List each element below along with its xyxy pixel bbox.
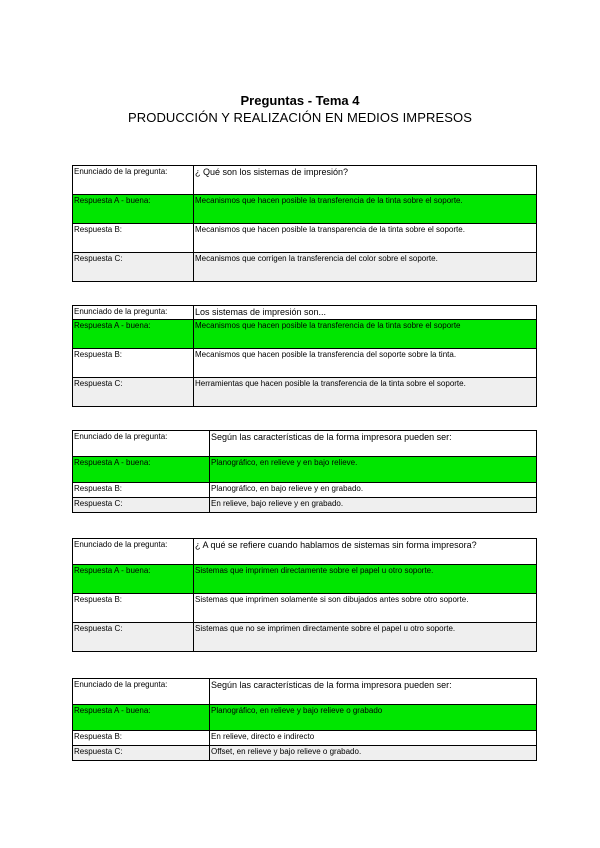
- answer-a-text: Planográfico, en relieve y en bajo relieve.: [210, 457, 537, 483]
- page-subtitle: PRODUCCIÓN Y REALIZACIÓN EN MEDIOS IMPRESOS: [127, 110, 473, 125]
- question-label: Enunciado de la pregunta:: [73, 431, 210, 457]
- question-label: Enunciado de la pregunta:: [73, 539, 194, 565]
- answer-b-label: Respuesta B:: [73, 224, 194, 253]
- answer-a-label: Respuesta A - buena:: [73, 565, 194, 594]
- question-row: [73, 306, 537, 320]
- answer-c-label: Respuesta C:: [73, 746, 210, 761]
- answer-c-text: Offset, en relieve y bajo relieve o grabado.: [210, 746, 537, 761]
- answer-c-row: [73, 746, 537, 761]
- question-table-5: [72, 678, 537, 761]
- answer-b-text: Mecanismos que hacen posible la transparencia de la tinta sobre el soporte.: [194, 224, 537, 253]
- answer-a-label: Respuesta A - buena:: [73, 320, 194, 349]
- question-table-1: [72, 165, 537, 282]
- answer-a-label: Respuesta A - buena:: [73, 195, 194, 224]
- question-text: ¿ A qué se refiere cuando hablamos de sistemas sin forma impresora?: [194, 539, 537, 565]
- answer-a-text: Mecanismos que hacen posible la transferencia de la tinta sobre el soporte: [194, 320, 537, 349]
- question-row: [73, 679, 537, 705]
- answer-c-text: Sistemas que no se imprimen directamente sobre el papel u otro soporte.: [194, 623, 537, 652]
- answer-a-text: Planográfico, en relieve y bajo relieve o grabado: [210, 705, 537, 731]
- question-table-4: [72, 538, 537, 652]
- answer-b-text: Planográfico, en bajo relieve y en grabado.: [210, 483, 537, 498]
- question-row: [73, 166, 537, 195]
- answer-b-row: [73, 483, 537, 498]
- answer-c-row: [73, 623, 537, 652]
- answer-a-row: [73, 320, 537, 349]
- question-row: [73, 539, 537, 565]
- answer-c-row: [73, 253, 537, 282]
- answer-c-text: Herramientas que hacen posible la transferencia de la tinta sobre el soporte.: [194, 378, 537, 407]
- answer-c-text: En relieve, bajo relieve y en grabado.: [210, 498, 537, 513]
- answer-a-row: [73, 457, 537, 483]
- answer-b-text: Mecanismos que hacen posible la transferencia del soporte sobre la tinta.: [194, 349, 537, 378]
- question-table-2: [72, 305, 537, 407]
- answer-a-label: Respuesta A - buena:: [73, 457, 210, 483]
- answer-c-row: [73, 378, 537, 407]
- answer-a-row: [73, 705, 537, 731]
- answer-c-label: Respuesta C:: [73, 378, 194, 407]
- answer-b-row: [73, 594, 537, 623]
- answer-b-text: En relieve, directo e indirecto: [210, 731, 537, 746]
- answer-b-text: Sistemas que imprimen solamente si son dibujados antes sobre otro soporte.: [194, 594, 537, 623]
- question-label: Enunciado de la pregunta:: [73, 679, 210, 705]
- question-label: Enunciado de la pregunta:: [73, 166, 194, 195]
- answer-c-label: Respuesta C:: [73, 253, 194, 282]
- page-title: Preguntas - Tema 4: [240, 93, 360, 108]
- answer-b-row: [73, 731, 537, 746]
- answer-a-row: [73, 565, 537, 594]
- question-table-3: [72, 430, 537, 513]
- question-text: Según las características de la forma impresora pueden ser:: [210, 431, 537, 457]
- question-label: Enunciado de la pregunta:: [73, 306, 194, 320]
- answer-b-label: Respuesta B:: [73, 731, 210, 746]
- answer-b-label: Respuesta B:: [73, 349, 194, 378]
- question-row: [73, 431, 537, 457]
- answer-c-label: Respuesta C:: [73, 623, 194, 652]
- question-text: Según las características de la forma impresora pueden ser:: [210, 679, 537, 705]
- answer-c-row: [73, 498, 537, 513]
- question-text: ¿ Qué son los sistemas de impresión?: [194, 166, 537, 195]
- answer-b-label: Respuesta B:: [73, 594, 194, 623]
- answer-a-row: [73, 195, 537, 224]
- answer-b-row: [73, 349, 537, 378]
- question-text: Los sistemas de impresión son...: [194, 306, 537, 320]
- answer-a-label: Respuesta A - buena:: [73, 705, 210, 731]
- answer-c-label: Respuesta C:: [73, 498, 210, 513]
- answer-b-row: [73, 224, 537, 253]
- answer-a-text: Mecanismos que hacen posible la transferencia de la tinta sobre el soporte.: [194, 195, 537, 224]
- answer-b-label: Respuesta B:: [73, 483, 210, 498]
- answer-c-text: Mecanismos que corrigen la transferencia del color sobre el soporte.: [194, 253, 537, 282]
- answer-a-text: Sistemas que imprimen directamente sobre el papel u otro soporte.: [194, 565, 537, 594]
